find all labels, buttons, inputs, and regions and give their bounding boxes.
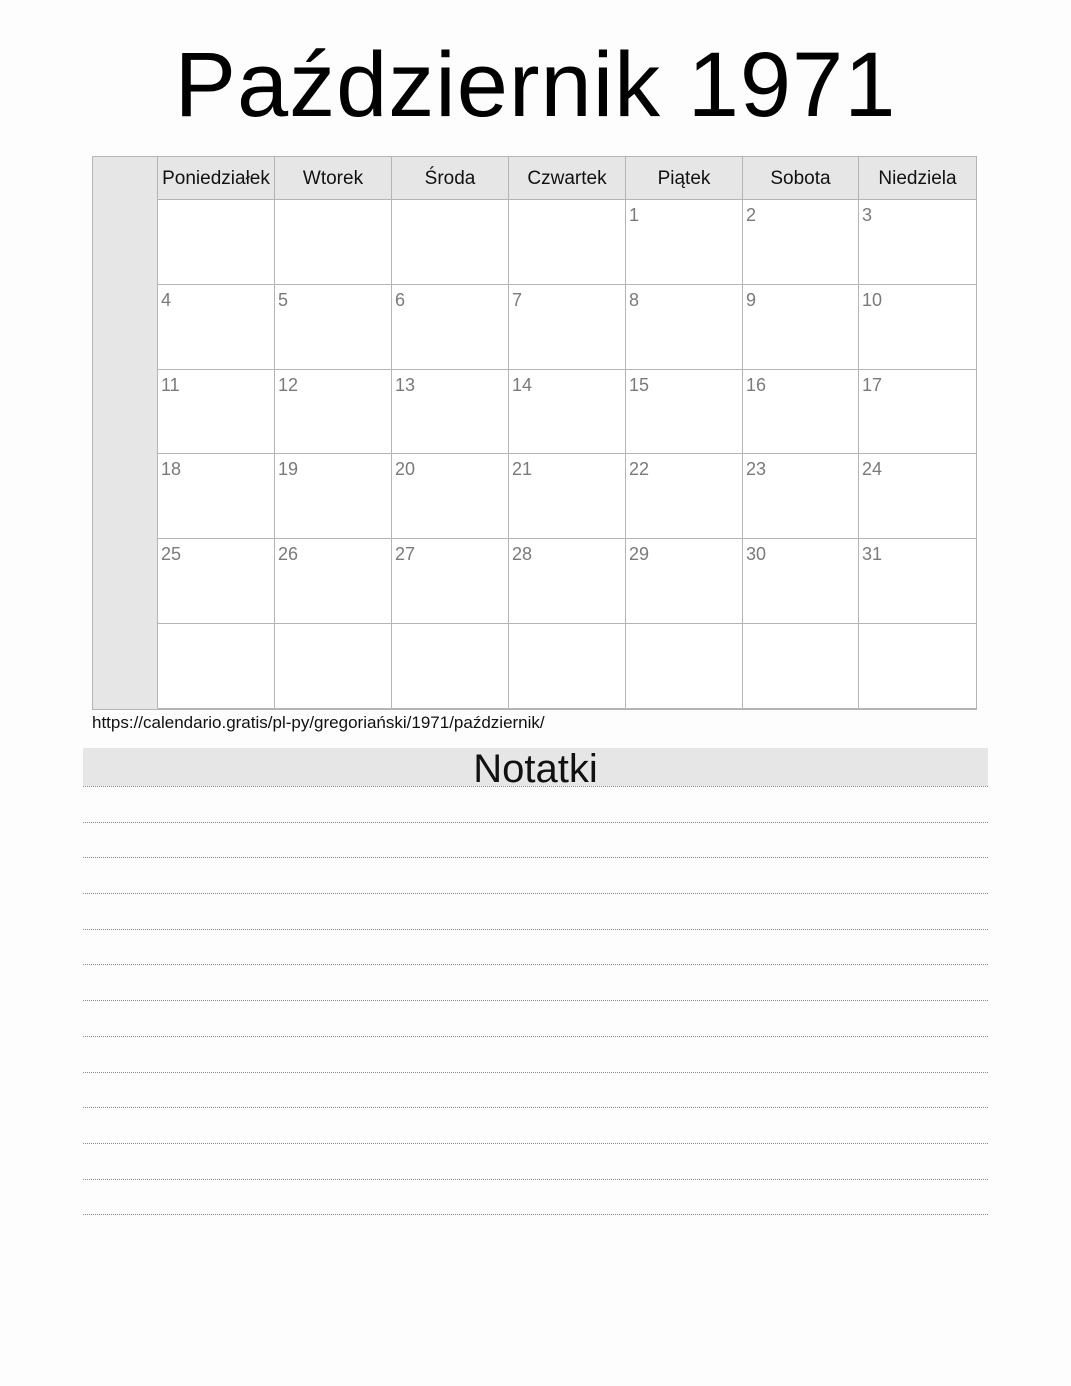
day-cell: [158, 200, 275, 285]
day-cell: [275, 370, 392, 455]
day-cell: [859, 454, 976, 539]
day-number: 9: [746, 289, 757, 310]
day-number: 11: [161, 374, 180, 395]
day-number: 31: [862, 544, 883, 565]
day-cell: [275, 454, 392, 539]
note-line: [83, 1036, 988, 1072]
day-cell: [509, 454, 626, 539]
note-line: [83, 964, 988, 1000]
day-cell: [626, 285, 743, 370]
notes-heading: Notatki: [83, 748, 988, 786]
day-number: 24: [862, 459, 883, 480]
note-line: [83, 1000, 988, 1036]
day-cell: [275, 200, 392, 285]
day-number: 4: [161, 289, 172, 310]
day-cell: [509, 200, 626, 285]
day-cell: [509, 285, 626, 370]
day-number: 10: [862, 289, 883, 310]
day-cell: [743, 370, 859, 455]
note-line: [83, 822, 988, 858]
day-cell: [743, 285, 859, 370]
day-number: 16: [746, 374, 767, 395]
day-cell: [626, 539, 743, 624]
day-cell: [392, 539, 509, 624]
day-number: 30: [746, 544, 767, 565]
day-number: 19: [278, 459, 299, 480]
day-number: 28: [512, 544, 533, 565]
notes-area: [83, 786, 988, 1250]
calendar-days-grid: [158, 157, 976, 709]
day-cell: [743, 624, 859, 709]
day-number: 29: [629, 544, 650, 565]
day-cell: [275, 539, 392, 624]
day-cell: [743, 454, 859, 539]
day-number: 8: [629, 289, 640, 310]
day-number: 2: [746, 205, 757, 225]
weekday-header: Środa: [392, 157, 509, 200]
note-line: [83, 857, 988, 893]
day-number: 14: [512, 374, 533, 395]
day-number: 1: [629, 205, 640, 225]
calendar-grid: [92, 156, 977, 710]
day-cell: [392, 285, 509, 370]
day-cell: [509, 539, 626, 624]
weekday-header: Wtorek: [275, 157, 392, 200]
day-cell: [158, 285, 275, 370]
day-cell: [158, 370, 275, 455]
day-cell: [275, 624, 392, 709]
day-number: 27: [395, 544, 416, 565]
day-cell: [158, 539, 275, 624]
day-number: 7: [512, 289, 523, 310]
day-number: 18: [161, 459, 182, 480]
day-cell: [392, 370, 509, 455]
note-line: [83, 1072, 988, 1108]
day-number: 23: [746, 459, 767, 480]
day-cell: [158, 454, 275, 539]
day-number: 3: [862, 205, 873, 225]
day-number: 22: [629, 459, 650, 480]
page-title: Październik 1971: [174, 34, 897, 136]
day-number: 5: [278, 289, 289, 310]
day-cell: [859, 539, 976, 624]
note-line: [83, 1179, 988, 1215]
day-cell: [626, 370, 743, 455]
day-number: 13: [395, 374, 416, 395]
day-cell: [509, 624, 626, 709]
day-cell: [626, 624, 743, 709]
day-cell: [859, 285, 976, 370]
day-number: 15: [629, 374, 650, 395]
day-cell: [743, 200, 859, 285]
day-number: 21: [512, 459, 533, 480]
weekday-header: Piątek: [626, 157, 743, 200]
note-line: [83, 893, 988, 929]
day-cell: [392, 454, 509, 539]
source-url[interactable]: https://calendario.gratis/pl-py/gregoriański/1971/październik/: [92, 713, 545, 732]
day-number: 25: [161, 544, 182, 565]
day-cell: [392, 624, 509, 709]
weekday-header: Poniedziałek: [158, 157, 275, 200]
week-number-column: [93, 157, 158, 709]
day-cell: [859, 624, 976, 709]
day-cell: [626, 454, 743, 539]
day-number: 17: [862, 374, 883, 395]
day-cell: [859, 200, 976, 285]
day-cell: [859, 370, 976, 455]
day-number: 6: [395, 289, 406, 310]
note-line: [83, 1143, 988, 1179]
note-line: [83, 1107, 988, 1143]
weekday-header: Sobota: [743, 157, 859, 200]
day-number: 12: [278, 374, 299, 395]
note-line: [83, 1214, 988, 1250]
note-line: [83, 786, 988, 822]
day-cell: [158, 624, 275, 709]
weekday-header: Czwartek: [509, 157, 626, 200]
day-cell: [509, 370, 626, 455]
day-cell: [626, 200, 743, 285]
day-cell: [275, 285, 392, 370]
day-number: 26: [278, 544, 299, 565]
note-line: [83, 929, 988, 965]
day-number: 20: [395, 459, 416, 480]
day-cell: [392, 200, 509, 285]
weekday-header: Niedziela: [859, 157, 976, 200]
day-cell: [743, 539, 859, 624]
